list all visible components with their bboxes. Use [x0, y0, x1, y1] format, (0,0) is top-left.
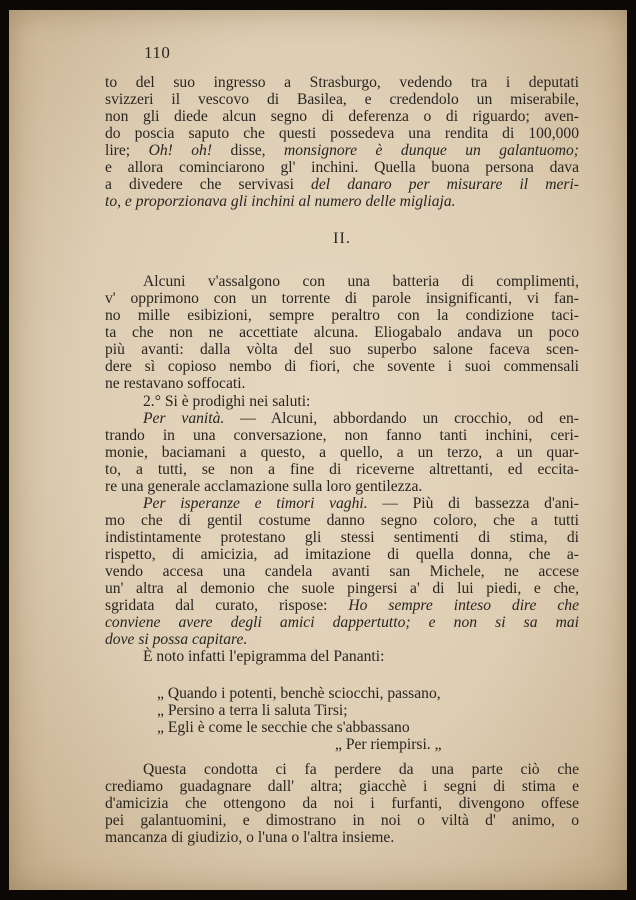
text-line: pei galantuomini, e dimostrano in noi o viltà d' animo, o — [105, 812, 579, 829]
verse-line: „ Quando i potenti, benchè sciocchi, passano, — [157, 685, 441, 702]
text-line: Questa condotta ci fa perdere da una parte ciò che — [143, 761, 579, 778]
verse-line: „ Per riempirsi. „ — [335, 736, 442, 753]
paragraph-strasburgo — [105, 74, 579, 210]
text-line: svizzeri il vescovo di Basilea, e credendolo un miserabile, — [105, 91, 579, 108]
text-line: indistintamente protestano gli stessi sentimenti di stima, di — [105, 529, 579, 546]
text-line: non gli diede alcun segno di deferenza o di riguardo; aven- — [105, 108, 579, 125]
text-line: do poscia saputo che questi possedeva una rendita di 100,000 — [105, 125, 579, 142]
text-line: ne restavano soffocati. — [105, 375, 246, 392]
text-line: e allora cominciarono gl' inchini. Quella buona persona dava — [105, 159, 579, 176]
text-line: Per vanità. — Alcuni, abbordando un crocchio, od en- — [143, 410, 579, 427]
verse-line: „ Egli è come le secchie che s'abbassano — [157, 719, 410, 736]
text-line: un' altra al demonio che suole pingersi a' di lui piedi, e che, — [105, 580, 579, 597]
paragraph-condotta — [105, 761, 579, 846]
text-line: rispetto, di amicizia, ad imitazione di quella donna, che a- — [105, 546, 579, 563]
text-line: sgridata dal curato, rispose: Ho sempre inteso dire che — [105, 597, 579, 614]
text-line: crediamo guadagnare dall' altra; giacchè i segni di stima e — [105, 778, 579, 795]
text-line: vendo accesa una candela avanti san Michele, ne accese — [105, 563, 579, 580]
text-line: 2.° Si è prodighi nei saluti: — [143, 393, 311, 410]
verse-line: „ Persino a terra li saluta Tirsi; — [157, 702, 348, 719]
text-line: ta che non ne accettiate alcuna. Eliogabalo andava un poco — [105, 324, 579, 341]
text-line: più avanti: dalla vòlta del suo superbo salone faceva scen- — [105, 341, 579, 358]
text-line: mo che di gentil costume danno segno coloro, che a tutti — [105, 512, 579, 529]
text-line: lire; Oh! oh! disse, monsignore è dunque un galantuomo; — [105, 142, 579, 159]
paragraph-complimenti — [105, 273, 579, 392]
text-line: to del suo ingresso a Strasburgo, vedendo tra i deputati — [105, 74, 579, 91]
page-number: 110 — [144, 43, 171, 62]
text-line: monie, baciamani a questo, a quello, a un terzo, a un quar- — [105, 444, 579, 461]
section-heading: II. — [333, 230, 351, 247]
paragraph-saluti — [105, 393, 579, 665]
text-line: re una generale acclamazione sulla loro gentilezza. — [105, 478, 423, 495]
text-line: a divedere che servivasi del danaro per misurare il meri- — [105, 176, 579, 193]
text-line: trando in una conversazione, non fanno tanti inchini, ceri- — [105, 427, 579, 444]
book-page — [9, 10, 627, 890]
text-line: dere sì copioso nembo di fiori, che sovente i suoi commensali — [105, 358, 579, 375]
text-line: d'amicizia che ottengono da noi i furfanti, divengono offese — [105, 795, 579, 812]
text-line: È noto infatti l'epigramma del Pananti: — [143, 648, 385, 665]
text-line: to, a tutti, se non a fine di riceverne altrettanti, ed eccita- — [105, 461, 579, 478]
text-line: Per isperanze e timori vaghi. — Più di bassezza d'ani- — [143, 495, 579, 512]
text-line: conviene avere degli amici dappertutto; e non si sa mai — [105, 614, 579, 631]
text-line: to, e proporzionava gli inchini al numero delle migliaja. — [105, 193, 456, 210]
text-line: mancanza di giudizio, o l'una o l'altra insieme. — [105, 829, 395, 846]
text-line: no mille esibizioni, sempre peraltro con la condizione taci- — [105, 307, 579, 324]
epigram-verse — [105, 685, 579, 753]
text-line: v' opprimono con un torrente di parole insignificanti, vi fan- — [105, 290, 579, 307]
text-line: dove si possa capitare. — [105, 631, 248, 648]
text-line: Alcuni v'assalgono con una batteria di complimenti, — [143, 273, 579, 290]
